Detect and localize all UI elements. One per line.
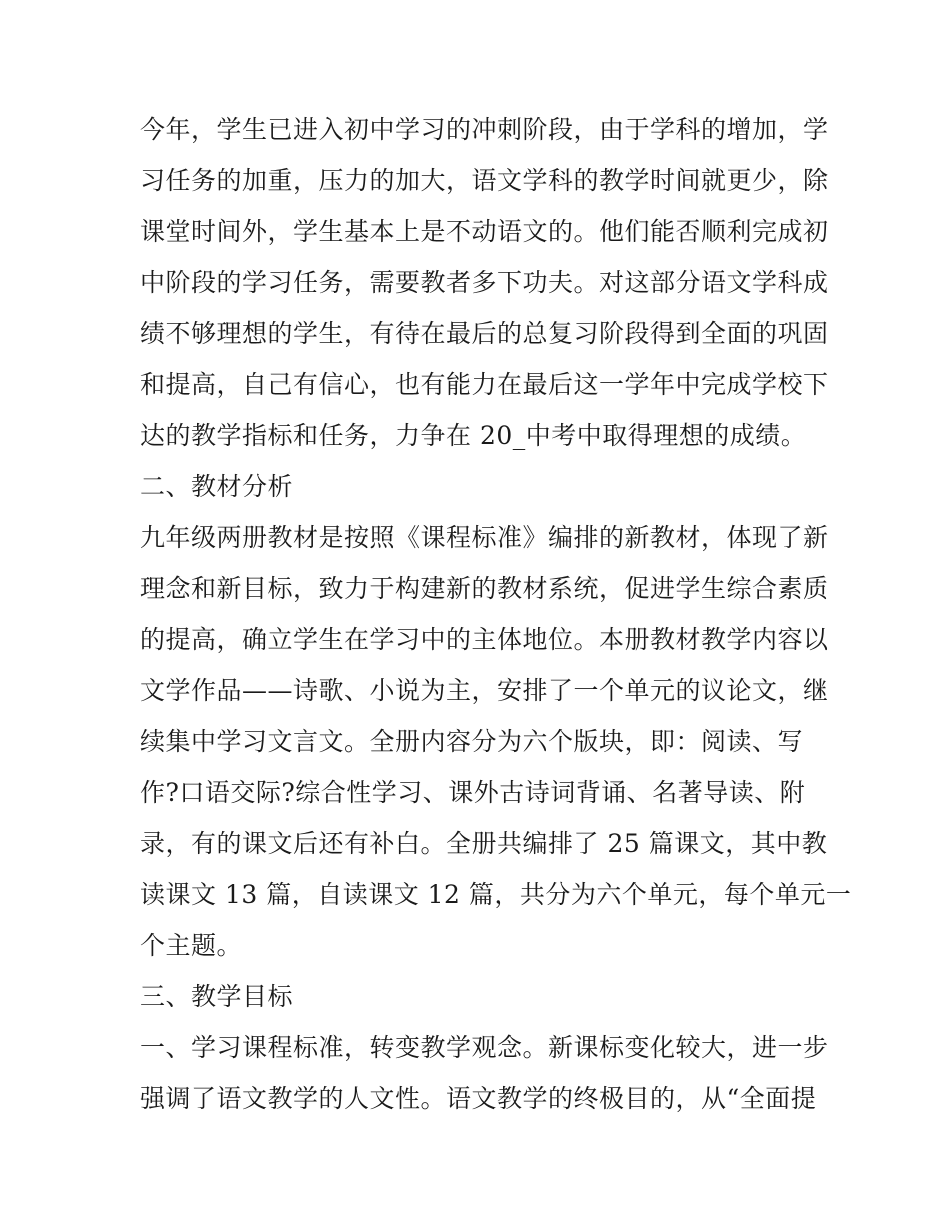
text-line: 文学作品——诗歌、小说为主，安排了一个单元的议论文，继 [140,676,829,705]
section-heading: 二、教材分析 [140,472,294,501]
text-line: 今年，学生已进入初中学习的冲刺阶段，由于学科的增加，学 [140,115,829,144]
text-line: 作?口语交际?综合性学习、课外古诗词背诵、名著导读、附 [140,778,806,807]
document-page [140,104,852,1124]
text-line: 个主题。 [140,931,243,960]
text-line: 的提高，确立学生在学习中的主体地位。本册教材教学内容以 [140,625,829,654]
text-line: 理念和新目标，致力于构建新的教材系统，促进学生综合素质 [140,574,829,603]
text-line: 课堂时间外，学生基本上是不动语文的。他们能否顺利完成初 [140,217,829,246]
text-line: 强调了语文教学的人文性。语文教学的终极目的，从“全面提 [140,1084,817,1113]
text-line: 续集中学习文言文。全册内容分为六个版块，即：阅读、写 [140,727,804,756]
text-line: 达的教学指标和任务，力争在 20_中考中取得理想的成绩。 [140,421,807,450]
text-line: 读课文 13 篇，自读课文 12 篇，共分为六个单元，每个单元一 [140,880,852,909]
text-line: 绩不够理想的学生，有待在最后的总复习阶段得到全面的巩固 [140,319,829,348]
text-line: 录，有的课文后还有补白。全册共编排了 25 篇课文，其中教 [140,829,828,858]
text-line: 和提高，自己有信心，也有能力在最后这一学年中完成学校下 [140,370,829,399]
text-line: 九年级两册教材是按照《课程标准》编排的新教材，体现了新 [140,523,829,552]
section-heading: 三、教学目标 [140,982,294,1011]
text-line: 中阶段的学习任务，需要教者多下功夫。对这部分语文学科成 [140,268,829,297]
text-line: 习任务的加重，压力的加大，语文学科的教学时间就更少，除 [140,166,829,195]
text-line: 一、学习课程标准，转变教学观念。新课标变化较大，进一步 [140,1033,829,1062]
